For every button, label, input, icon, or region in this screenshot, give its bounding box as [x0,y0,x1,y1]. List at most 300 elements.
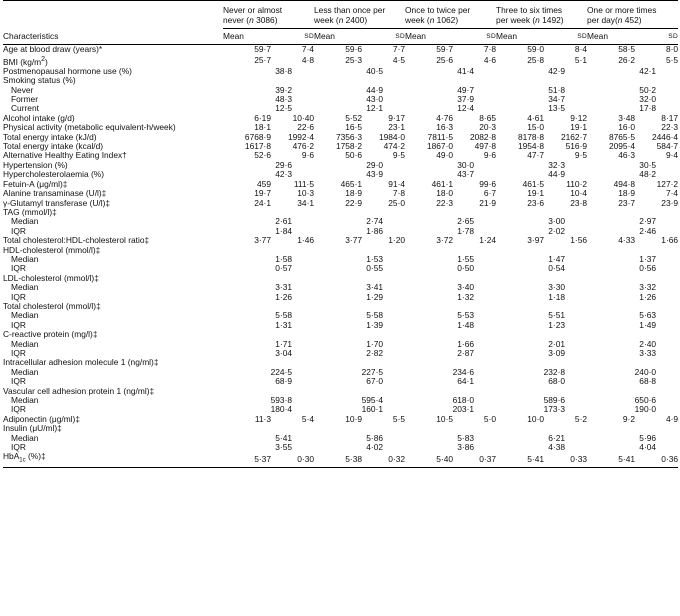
sd-cell: 1·56 [570,235,588,246]
empty-cell [405,76,496,85]
mean-cell: 8765·5 [608,131,636,142]
sd-header: SD [370,28,405,44]
value-cell: 67·0 [366,376,384,387]
value-cell: 1·84 [275,225,293,236]
sd-cell: 7·8 [483,44,497,55]
mean-cell: 25·8 [527,55,545,66]
mean-cell: 5·38 [314,452,370,467]
value-cell: 42·3 [275,169,293,180]
sd-cell: 9·6 [301,150,315,161]
empty-cell [496,330,587,339]
sd-cell: 111·5 [293,178,315,189]
value-cell: 5·41 [275,432,293,443]
mean-cell: 52·6 [254,150,271,161]
value-cell: 1·18 [548,291,566,302]
value-cell: 2·65 [457,216,475,227]
value-cell: 3·32 [639,282,657,293]
empty-cell [496,387,587,396]
sd-cell: 4·9 [665,413,679,424]
value-cell: 12·5 [275,103,293,114]
value-cell: 5·86 [366,432,384,443]
empty-cell [223,358,314,367]
group-header-three-six-weekly: Three to six times per week (n 1492) [496,1,587,29]
sd-cell: 1·24 [479,235,497,246]
value-cell: 2·74 [366,216,384,227]
empty-cell [496,246,587,255]
table-row [3,424,678,433]
mean-cell: 49·0 [436,150,454,161]
row-label: Median [11,395,39,406]
row-label: IQR [11,319,26,330]
mean-cell: 7811·5 [427,131,454,142]
value-cell: 2·61 [275,216,293,227]
empty-cell [223,246,314,255]
sd-cell: 0·37 [461,452,496,467]
value-cell: 618·0 [452,395,475,406]
table-row [3,302,678,311]
table-row [3,452,678,467]
mean-cell: 3·72 [436,235,454,246]
mean-cell: 3·77 [345,235,363,246]
row-label: Total energy intake (kJ/d) [3,131,97,142]
empty-cell [314,246,405,255]
value-cell: 5·58 [275,310,293,321]
sd-cell: 10·3 [297,188,315,199]
row-label: Hypertension (%) [3,159,68,170]
row-label: Median [11,253,39,264]
mean-cell: 7356·3 [335,131,363,142]
empty-cell [405,302,496,311]
value-cell: 595·4 [361,395,384,406]
sd-cell: 5·5 [665,55,679,66]
sd-cell: 9·5 [392,150,406,161]
empty-cell [223,302,314,311]
sd-cell: 99·6 [479,178,497,189]
row-label: Median [11,216,39,227]
header-row-columns [3,28,678,44]
sd-cell: 2082·8 [469,131,497,142]
empty-cell [496,302,587,311]
mean-cell: 9·2 [622,413,636,424]
value-cell: 4·02 [366,442,384,453]
mean-cell: 59·7 [254,44,271,55]
table-row [3,236,678,245]
row-label: Current [11,103,39,114]
sd-header: SD [461,28,496,44]
value-cell: 32·0 [639,94,657,105]
row-label: Intracellular adhesion molecule 1 (ng/ml)‡ [3,357,159,368]
mean-cell: 459 [257,178,271,189]
mean-cell: 5·41 [587,452,643,467]
value-cell: 41·4 [457,65,475,76]
value-cell: 34·7 [548,94,566,105]
group-header-daily: One or more times per day(n 452) [587,1,678,29]
row-label: Median [11,282,39,293]
empty-cell [223,208,314,217]
empty-cell [223,330,314,339]
empty-cell [587,208,678,217]
sd-cell: 9·5 [574,150,588,161]
mean-cell: 3·77 [254,235,271,246]
empty-cell [587,246,678,255]
empty-cell [405,358,496,367]
value-cell: 190·0 [634,404,657,415]
sd-cell: 20·3 [479,122,497,133]
empty-cell [223,274,314,283]
header-row-groups [3,1,678,29]
sd-cell: 5·1 [574,55,588,66]
row-label: Former [11,94,38,105]
mean-cell: 10·0 [527,413,545,424]
value-cell: 1·86 [366,225,384,236]
mean-cell: 47·7 [527,150,545,161]
value-cell: 0·50 [457,263,475,274]
mean-cell: 10·9 [345,413,363,424]
value-cell: 234·6 [452,366,475,377]
sd-cell: 0·32 [370,452,405,467]
value-cell: 2·82 [366,348,384,359]
table-body [3,45,678,467]
table-row [3,434,678,443]
empty-cell [587,358,678,367]
value-cell: 5·51 [548,310,566,321]
sd-header: SD [279,28,314,44]
value-cell: 42·9 [548,65,566,76]
value-cell: 51·8 [548,84,566,95]
empty-cell [496,358,587,367]
mean-cell: 6768·9 [244,131,271,142]
mean-cell: 5·52 [345,112,363,123]
sd-header: SD [552,28,587,44]
row-label: C-reactive protein (mg/l)‡ [3,329,98,340]
empty-cell [496,274,587,283]
mean-cell: 11·3 [254,413,271,424]
empty-cell [314,424,405,433]
value-cell: 1·29 [366,291,384,302]
table-row [3,387,678,396]
empty-cell [496,76,587,85]
value-cell: 17·8 [639,103,657,114]
value-cell: 1·26 [639,291,657,302]
table-row [3,358,678,367]
value-cell: 68·9 [275,376,293,387]
row-label: Median [11,338,39,349]
table-row [3,283,678,292]
value-cell: 2·40 [639,338,657,349]
mean-cell: 59·6 [345,44,363,55]
sd-cell: 8·65 [479,112,497,123]
row-label: γ-Glutamyl transferase (U/l)‡ [3,197,111,208]
header-blank [3,1,223,29]
value-cell: 1·70 [366,338,384,349]
row-label: Total cholesterol:HDL-cholesterol ratio‡ [3,235,150,246]
mean-header: Mean [587,28,643,44]
table-row [3,151,678,160]
sd-cell: 22·3 [661,122,679,133]
value-cell: 3·86 [457,442,475,453]
table-row [3,443,678,452]
sd-cell: 9·4 [665,150,679,161]
table-row [3,340,678,349]
sd-cell: 584·7 [656,141,679,152]
mean-cell: 16·5 [345,122,363,133]
sd-cell: 497·8 [474,141,497,152]
row-label: LDL-cholesterol (mmol/l)‡ [3,272,99,283]
mean-cell: 19·1 [527,188,545,199]
table-row [3,415,678,424]
mean-cell: 26·2 [618,55,636,66]
row-label: BMI $(kg/m^2)$ [3,55,48,67]
mean-cell: 18·9 [345,188,363,199]
mean-cell: 3·48 [618,112,636,123]
mean-cell: 8178·8 [517,131,545,142]
value-cell: 1·71 [275,338,293,349]
value-cell: 64·1 [457,376,475,387]
sd-cell: 4·8 [301,55,315,66]
empty-cell [314,208,405,217]
table-row [3,199,678,208]
sd-cell: 23·9 [661,197,679,208]
value-cell: 1·49 [639,319,657,330]
row-label: Median [11,432,39,443]
value-cell: 1·58 [275,253,293,264]
empty-cell [223,387,314,396]
row-label: Never [11,84,34,95]
row-label: HbA$_{1c}$ (%)‡ [3,452,223,467]
value-cell: 68·0 [548,376,566,387]
group-header-less-than-weekly: Less than once per week (n 2400) [314,1,405,29]
row-label: IQR [11,348,26,359]
empty-cell [587,302,678,311]
table-row [3,255,678,264]
value-cell: 43·0 [366,94,384,105]
mean-cell: 19·7 [254,188,271,199]
mean-cell: 22·3 [436,197,454,208]
value-cell: 1·26 [275,291,293,302]
row-label: Total cholesterol (mmol/l)‡ [3,300,101,311]
row-label: Age at blood draw (years)* [3,44,103,55]
empty-cell [314,330,405,339]
sd-cell: 10·40 [292,112,315,123]
characteristics-header: Characteristics [3,28,223,44]
table-row [3,311,678,320]
value-cell: 32·3 [548,159,566,170]
value-cell: 1·53 [366,253,384,264]
mean-cell: 6·19 [254,112,271,123]
sd-cell: 7·4 [301,44,315,55]
value-cell: 589·6 [543,395,566,406]
row-label: Median [11,366,39,377]
table-row [3,76,678,85]
row-label: Median [11,310,39,321]
mean-cell: 16·3 [436,122,454,133]
sd-cell: 19·1 [570,122,588,133]
mean-cell: 1758·2 [335,141,363,152]
mean-cell: 24·1 [254,197,271,208]
value-cell: 49·7 [457,84,475,95]
row-label: Alanine transaminase (U/l)‡ [3,188,107,199]
row-label: Alcohol intake (g/d) [3,112,75,123]
table-row [3,293,678,302]
mean-cell: 5·40 [405,452,461,467]
sd-cell: 516·9 [565,141,588,152]
value-cell: 203·1 [452,404,475,415]
empty-cell [314,302,405,311]
sd-cell: 476·2 [292,141,315,152]
mean-cell: 2095·4 [608,141,636,152]
sd-cell: 110·2 [566,178,588,189]
sd-cell: 1984·0 [378,131,406,142]
empty-cell [314,76,405,85]
mean-cell: 5·37 [223,452,279,467]
mean-cell: 50·6 [345,150,363,161]
sd-cell: 8·0 [665,44,679,55]
value-cell: 1·55 [457,253,475,264]
mean-cell: 16·0 [618,122,636,133]
value-cell: 3·41 [366,282,384,293]
value-cell: 180·4 [270,404,293,415]
empty-cell [405,330,496,339]
value-cell: 38·8 [275,65,293,76]
sd-cell: 2446·4 [651,131,679,142]
value-cell: 39·2 [275,84,293,95]
empty-cell [314,274,405,283]
value-cell: 3·31 [275,282,293,293]
empty-cell [405,424,496,433]
mean-cell: 59·7 [436,44,454,55]
row-label: IQR [11,404,26,415]
value-cell: 29·0 [366,159,384,170]
row-label: Total energy intake (kcal/d) [3,141,104,152]
value-cell: 44·9 [548,169,566,180]
value-cell: 30·5 [639,159,657,170]
value-cell: 1·37 [639,253,657,264]
mean-cell: 59·0 [527,44,545,55]
mean-cell: 18·0 [436,188,454,199]
sd-cell: 25·0 [388,197,406,208]
mean-cell: 18·1 [254,122,271,133]
sd-cell: 474·2 [383,141,406,152]
value-cell: 650·6 [634,395,657,406]
row-label: IQR [11,225,26,236]
table-row [3,161,678,170]
table-row [3,208,678,217]
mean-cell: 4·76 [436,112,454,123]
mean-cell: 4·33 [618,235,636,246]
empty-cell [496,208,587,217]
sd-cell: 91·4 [388,178,406,189]
value-cell: 232·8 [543,366,566,377]
table-row [3,86,678,95]
value-cell: 227·5 [361,366,384,377]
mean-header: Mean [223,28,279,44]
value-cell: 4·38 [548,442,566,453]
sd-cell: 1·66 [661,235,679,246]
mean-cell: 494·8 [613,178,636,189]
mean-cell: 23·7 [618,197,636,208]
value-cell: 5·63 [639,310,657,321]
sd-cell: 23·1 [388,122,406,133]
empty-cell [223,424,314,433]
mean-cell: 5·41 [496,452,552,467]
value-cell: 0·56 [639,263,657,274]
mean-cell: 1954·8 [517,141,545,152]
value-cell: 44·9 [366,84,384,95]
sd-cell: 9·6 [483,150,497,161]
row-label: IQR [11,291,26,302]
sd-cell: 7·8 [392,188,406,199]
empty-cell [587,76,678,85]
value-cell: 37·9 [457,94,475,105]
value-cell: 0·55 [366,263,384,274]
mean-cell: 10·5 [436,413,454,424]
mean-cell: 461·5 [522,178,545,189]
row-label: Smoking status (%) [3,75,76,86]
row-label: IQR [11,442,26,453]
sd-cell: 10·4 [570,188,588,199]
empty-cell [314,358,405,367]
sd-cell: 0·33 [552,452,587,467]
value-cell: 2·97 [639,216,657,227]
table-row [3,396,678,405]
value-cell: 160·1 [361,404,384,415]
mean-cell: 465·1 [340,178,363,189]
sd-cell: 9·12 [570,112,588,123]
value-cell: 29·6 [275,159,293,170]
mean-cell: 58·5 [618,44,636,55]
sd-cell: 1·20 [388,235,406,246]
value-cell: 48·3 [275,94,293,105]
sd-cell: 7·4 [665,188,679,199]
value-cell: 68·8 [639,376,657,387]
sd-cell: 8·4 [574,44,588,55]
value-cell: 12·1 [366,103,384,114]
value-cell: 50·2 [639,84,657,95]
value-cell: 3·40 [457,282,475,293]
row-label: Physical activity (metabolic equivalent-h/week) [3,122,176,133]
value-cell: 30·0 [457,159,475,170]
group-header-never: Never or almost never (n 3086) [223,1,314,29]
value-cell: 3·33 [639,348,657,359]
characteristics-table [3,0,678,468]
sd-cell: 9·17 [388,112,406,123]
mean-cell: 4·61 [527,112,545,123]
value-cell: 1·31 [275,319,293,330]
value-cell: 3·00 [548,216,566,227]
value-cell: 224·5 [270,366,293,377]
empty-cell [223,76,314,85]
empty-cell [405,246,496,255]
empty-cell [587,274,678,283]
value-cell: 2·02 [548,225,566,236]
empty-cell [587,387,678,396]
value-cell: 0·57 [275,263,293,274]
sd-cell: 2162·7 [560,131,588,142]
empty-cell [405,208,496,217]
value-cell: 5·53 [457,310,475,321]
sd-cell: 5·0 [483,413,497,424]
sd-cell: 6·7 [483,188,497,199]
value-cell: 6·21 [548,432,566,443]
sd-cell: 22·6 [297,122,315,133]
row-label: IQR [11,376,26,387]
mean-cell: 461·1 [431,178,454,189]
table-row [3,55,678,67]
row-label: IQR [11,263,26,274]
mean-cell: 25·3 [345,55,363,66]
value-cell: 3·09 [548,348,566,359]
value-cell: 43·9 [366,169,384,180]
